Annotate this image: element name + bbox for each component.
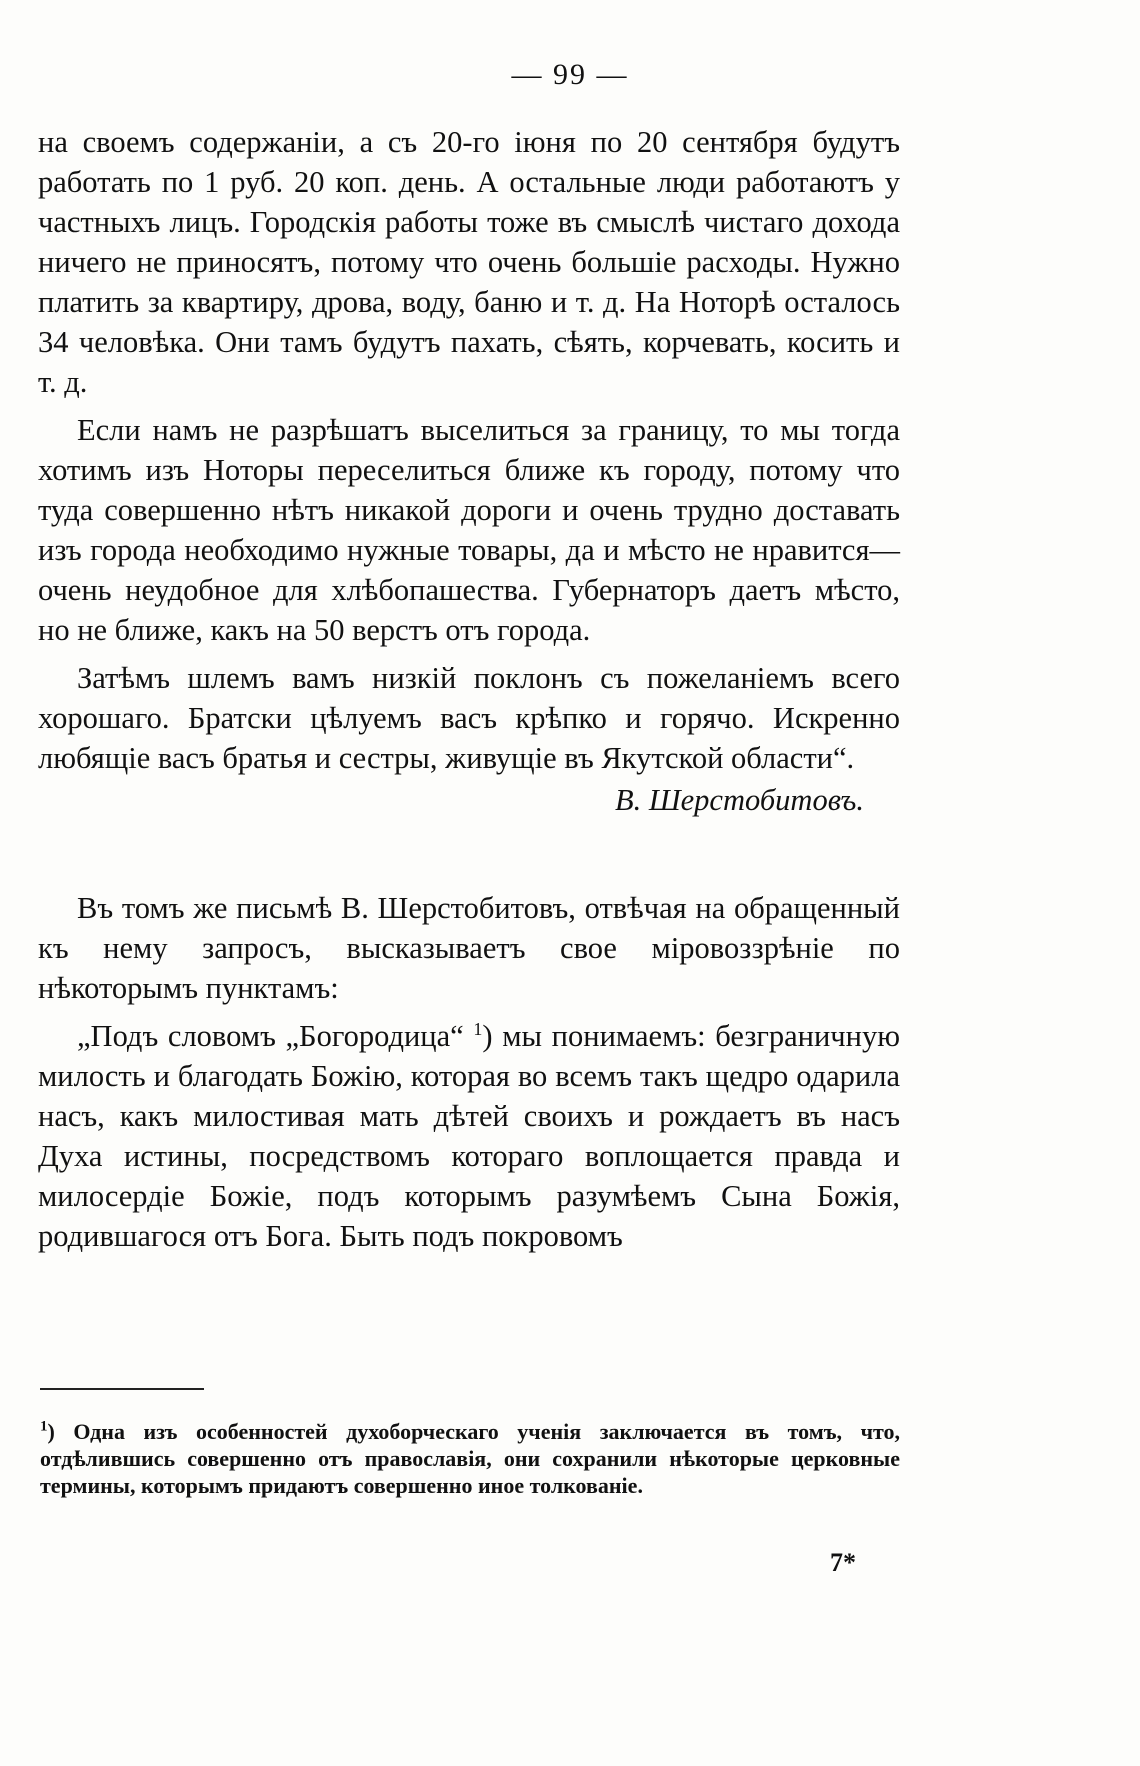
paragraph-continuation: на своемъ содержаніи, а съ 20-го іюня по 20 сентября будутъ работать по 1 руб. 20 коп. день. А остальные люди работаютъ у частныхъ лицъ. Городскія работы тоже въ смыслѣ чистаго дохода ничего не приносятъ, потому что очень большіе расходы. Нужно платить за квартиру, дрова, воду, баню и т. д. На Ноторѣ осталось 34 человѣка. Они тамъ будутъ пахать, сѣять, корчевать, косить и т. д.	[38, 125, 900, 399]
sheet-signature-mark: 7*	[830, 1548, 856, 1577]
page-number: — 99 —	[511, 58, 629, 91]
paragraph-closing: Затѣмъ шлемъ вамъ низкій поклонъ съ пожеланіемъ всего хорошаго. Братски цѣлуемъ васъ крѣпко и горячо. Искренно любящіе васъ братья и сестры, живущіе въ Якутской области“.	[38, 661, 900, 775]
main-text	[38, 122, 900, 1256]
footnote	[40, 1418, 900, 1499]
footnote-marker: 1	[40, 1418, 48, 1435]
paragraph-theology	[38, 1016, 900, 1256]
paragraph-resettlement: Если намъ не разрѣшатъ выселиться за границу, то мы тогда хотимъ изъ Ноторы переселиться ближе къ городу, потому что туда совершенно нѣтъ никакой дороги и очень трудно доставать изъ города необходимо нужные товары, да и мѣсто не нравится—очень неудобное для хлѣбопашества. Губернаторъ даетъ мѣсто, но не ближе, какъ на 50 верстъ отъ города.	[38, 413, 900, 647]
paragraph-intro: Въ томъ же письмѣ В. Шерстобитовъ, отвѣчая на обращенный къ нему запросъ, высказываетъ свое міровоззрѣніе по нѣкоторымъ пунктамъ:	[38, 891, 900, 1005]
footnote-marker-paren: )	[47, 1419, 55, 1444]
footnote-text: Одна изъ особенностей духоборческаго ученія заключается въ томъ, что, отдѣлившись совершенно отъ православія, они сохранили нѣкоторые церковные термины, которымъ придаютъ совершенно иное толкованіе.	[40, 1419, 900, 1498]
signature: В. Шерстобитовъ.	[614, 783, 864, 817]
paragraph-theology-start: „Подъ словомъ „Богородица“	[77, 1019, 474, 1053]
footnote-reference: 1	[473, 1018, 483, 1039]
footnote-divider	[40, 1388, 204, 1390]
paragraph-theology-rest: ) мы понимаемъ: безграничную милость и благодать Божію, которая во всемъ такъ щедро одарила насъ, какъ милостивая мать дѣтей своихъ и рождаетъ въ насъ Духа истины, посредствомъ котораго воплощается правда и милосердіе Божіе, подъ которымъ разумѣемъ Сына Божія, родившагося отъ Бога. Быть подъ покровомъ	[38, 1019, 901, 1253]
